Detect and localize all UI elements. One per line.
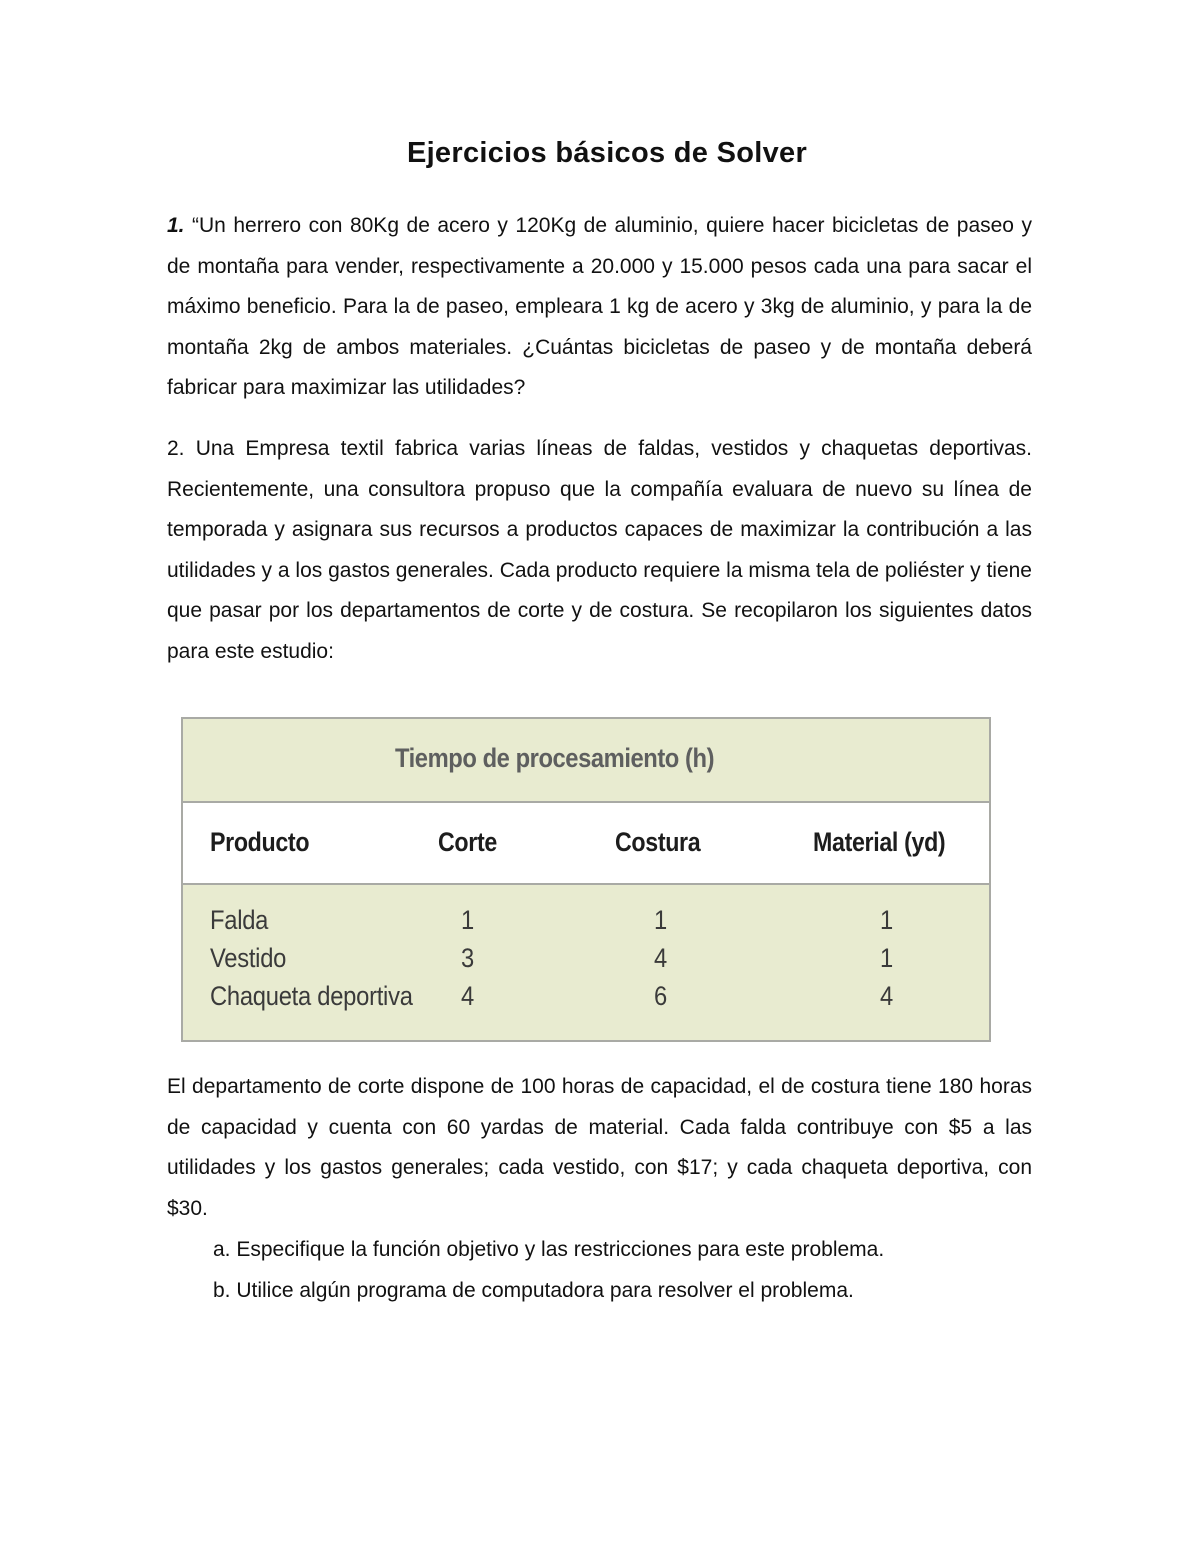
table-header-corte: Corte xyxy=(438,827,497,857)
table-cell-material: 4 xyxy=(880,981,893,1011)
list-item-a: a. Especifique la función objetivo y las restricciones para este problema. xyxy=(213,1238,885,1261)
exercise-1-paragraph xyxy=(167,206,1032,409)
table-cell-corte: 4 xyxy=(461,981,474,1011)
table-cell-costura: 1 xyxy=(654,905,667,935)
exercise-1-text: “Un herrero con 80Kg de acero y 120Kg de aluminio, quiere hacer bicicletas de paseo y de montaña para vender, respectivamente a 20.000 y 15.000 pesos cada una para sacar el máximo beneficio. Para la de paseo, empleara 1 kg de acero y 3kg de aluminio, y para la de montaña 2kg de ambos materiales. ¿Cuántas bicicletas de paseo y de montaña deberá fabricar para maximizar las utilidades? xyxy=(167,214,1032,400)
table-header-costura: Costura xyxy=(615,827,701,857)
table-row xyxy=(183,905,989,943)
table-row xyxy=(183,981,989,1019)
table-title-band xyxy=(183,719,989,803)
document-title: Ejercicios básicos de Solver xyxy=(406,137,808,169)
table-cell-material: 1 xyxy=(880,905,893,935)
exercise-1-number: 1. xyxy=(167,214,185,237)
table-cell-costura: 4 xyxy=(654,943,667,973)
table-cell-product: Vestido xyxy=(210,943,287,973)
exercise-2-paragraph: 2. Una Empresa textil fabrica varias líneas de faldas, vestidos y chaquetas deportivas. Recientemente, una consultora propuso que la compañía evaluara de nuevo su línea de temporada y asignara sus recursos a productos capaces de maximizar la contribución a las utilidades y a los gastos generales. Cada producto requiere la misma tela de poliéster y tiene que pasar por los departamentos de corte y de costura. Se recopilaron los siguientes datos para este estudio: xyxy=(167,437,1032,663)
table-row xyxy=(183,943,989,981)
table-body xyxy=(183,885,989,1042)
processing-time-table xyxy=(181,717,991,1042)
table-cell-product: Falda xyxy=(210,905,269,935)
table-header-row xyxy=(183,803,989,885)
table-cell-material: 1 xyxy=(880,943,893,973)
table-cell-corte: 1 xyxy=(461,905,474,935)
list-item-b: b. Utilice algún programa de computadora para resolver el problema. xyxy=(213,1279,854,1302)
table-cell-product: Chaqueta deportiva xyxy=(210,981,413,1011)
exercise-2-constraints-paragraph: El departamento de corte dispone de 100 horas de capacidad, el de costura tiene 180 horas de capacidad y cuenta con 60 yardas de material. Cada falda contribuye con $5 a las utilidades y los gastos generales; cada vestido, con $17; y cada chaqueta deportiva, con $30. xyxy=(167,1075,1032,1220)
table-cell-corte: 3 xyxy=(461,943,474,973)
table-header-producto: Producto xyxy=(210,827,310,857)
table-cell-costura: 6 xyxy=(654,981,667,1011)
table-title: Tiempo de procesamiento (h) xyxy=(395,743,715,773)
table-header-material: Material (yd) xyxy=(813,827,946,857)
